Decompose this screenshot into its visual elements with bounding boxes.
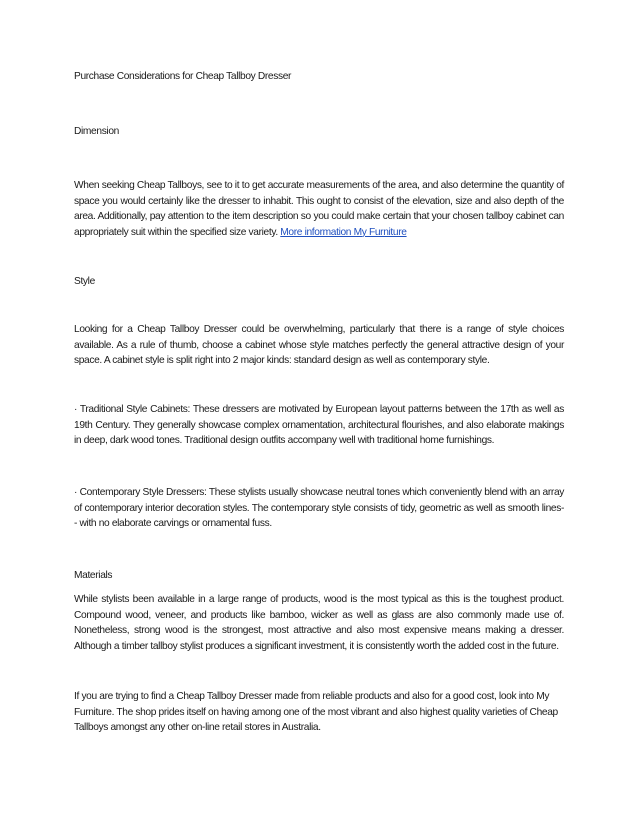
style-heading: Style — [74, 276, 95, 287]
materials-heading: Materials — [74, 570, 113, 581]
contemporary-style-paragraph: · Contemporary Style Dressers: These stylists usually showcase neutral tones which conveniently blend with an array of contemporary interior decoration styles. The contemporary style consists of tidy, geometric as well as smooth lines-- with no elaborate carvings or ornamental fuss. — [74, 487, 564, 530]
materials-paragraph: While stylists been available in a large range of products, wood is the most typical as this is the toughest product. Compound wood, veneer, and products like bamboo, wicker as well as glass are also commonly made use of. Nonetheless, strong wood is the strongest, most attractive and also most expensive means making a dresser. Although a timber tallboy stylist produces a significant investment, it is consistently worth the added cost in the future. — [74, 594, 564, 652]
traditional-style-paragraph: · Traditional Style Cabinets: These dressers are motivated by European layout patterns between the 17th as well as 19th Century. They generally showcase complex ornamentation, architectural flourishes, and also elaborate makings in deep, dark wood tones. Traditional design outfits accompany well with traditional home furnishings. — [74, 404, 564, 447]
document-page — [74, 0, 564, 826]
dimension-heading: Dimension — [74, 126, 119, 137]
closing-paragraph: If you are trying to find a Cheap Tallboy Dresser made from reliable products and also for a good cost, look into My Furniture. The shop prides itself on having among one of the most vibrant and also highest quality varieties of Cheap Tallboys amongst any other on-line retail stores in Australia. — [74, 691, 558, 734]
style-paragraph: Looking for a Cheap Tallboy Dresser could be overwhelming, particularly that there is a range of style choices available. As a rule of thumb, choose a cabinet whose style matches perfectly the general attractive design of your space. A cabinet style is split right into 2 major kinds: standard design as well as contemporary style. — [74, 324, 564, 367]
dimension-paragraph-text: When seeking Cheap Tallboys, see to it to get accurate measurements of the area, and also determine the quantity of space you would certainly like the dresser to inhabit. This ought to consist of the elevation, size and also depth of the area. Additionally, pay attention to the item description so you could make certain that your chosen tallboy cabinet can appropriately suit within the specified size variety. — [74, 180, 564, 238]
more-information-link[interactable]: More information My Furniture — [280, 226, 407, 238]
dimension-paragraph — [74, 178, 564, 240]
document-title: Purchase Considerations for Cheap Tallboy Dresser — [74, 71, 292, 82]
